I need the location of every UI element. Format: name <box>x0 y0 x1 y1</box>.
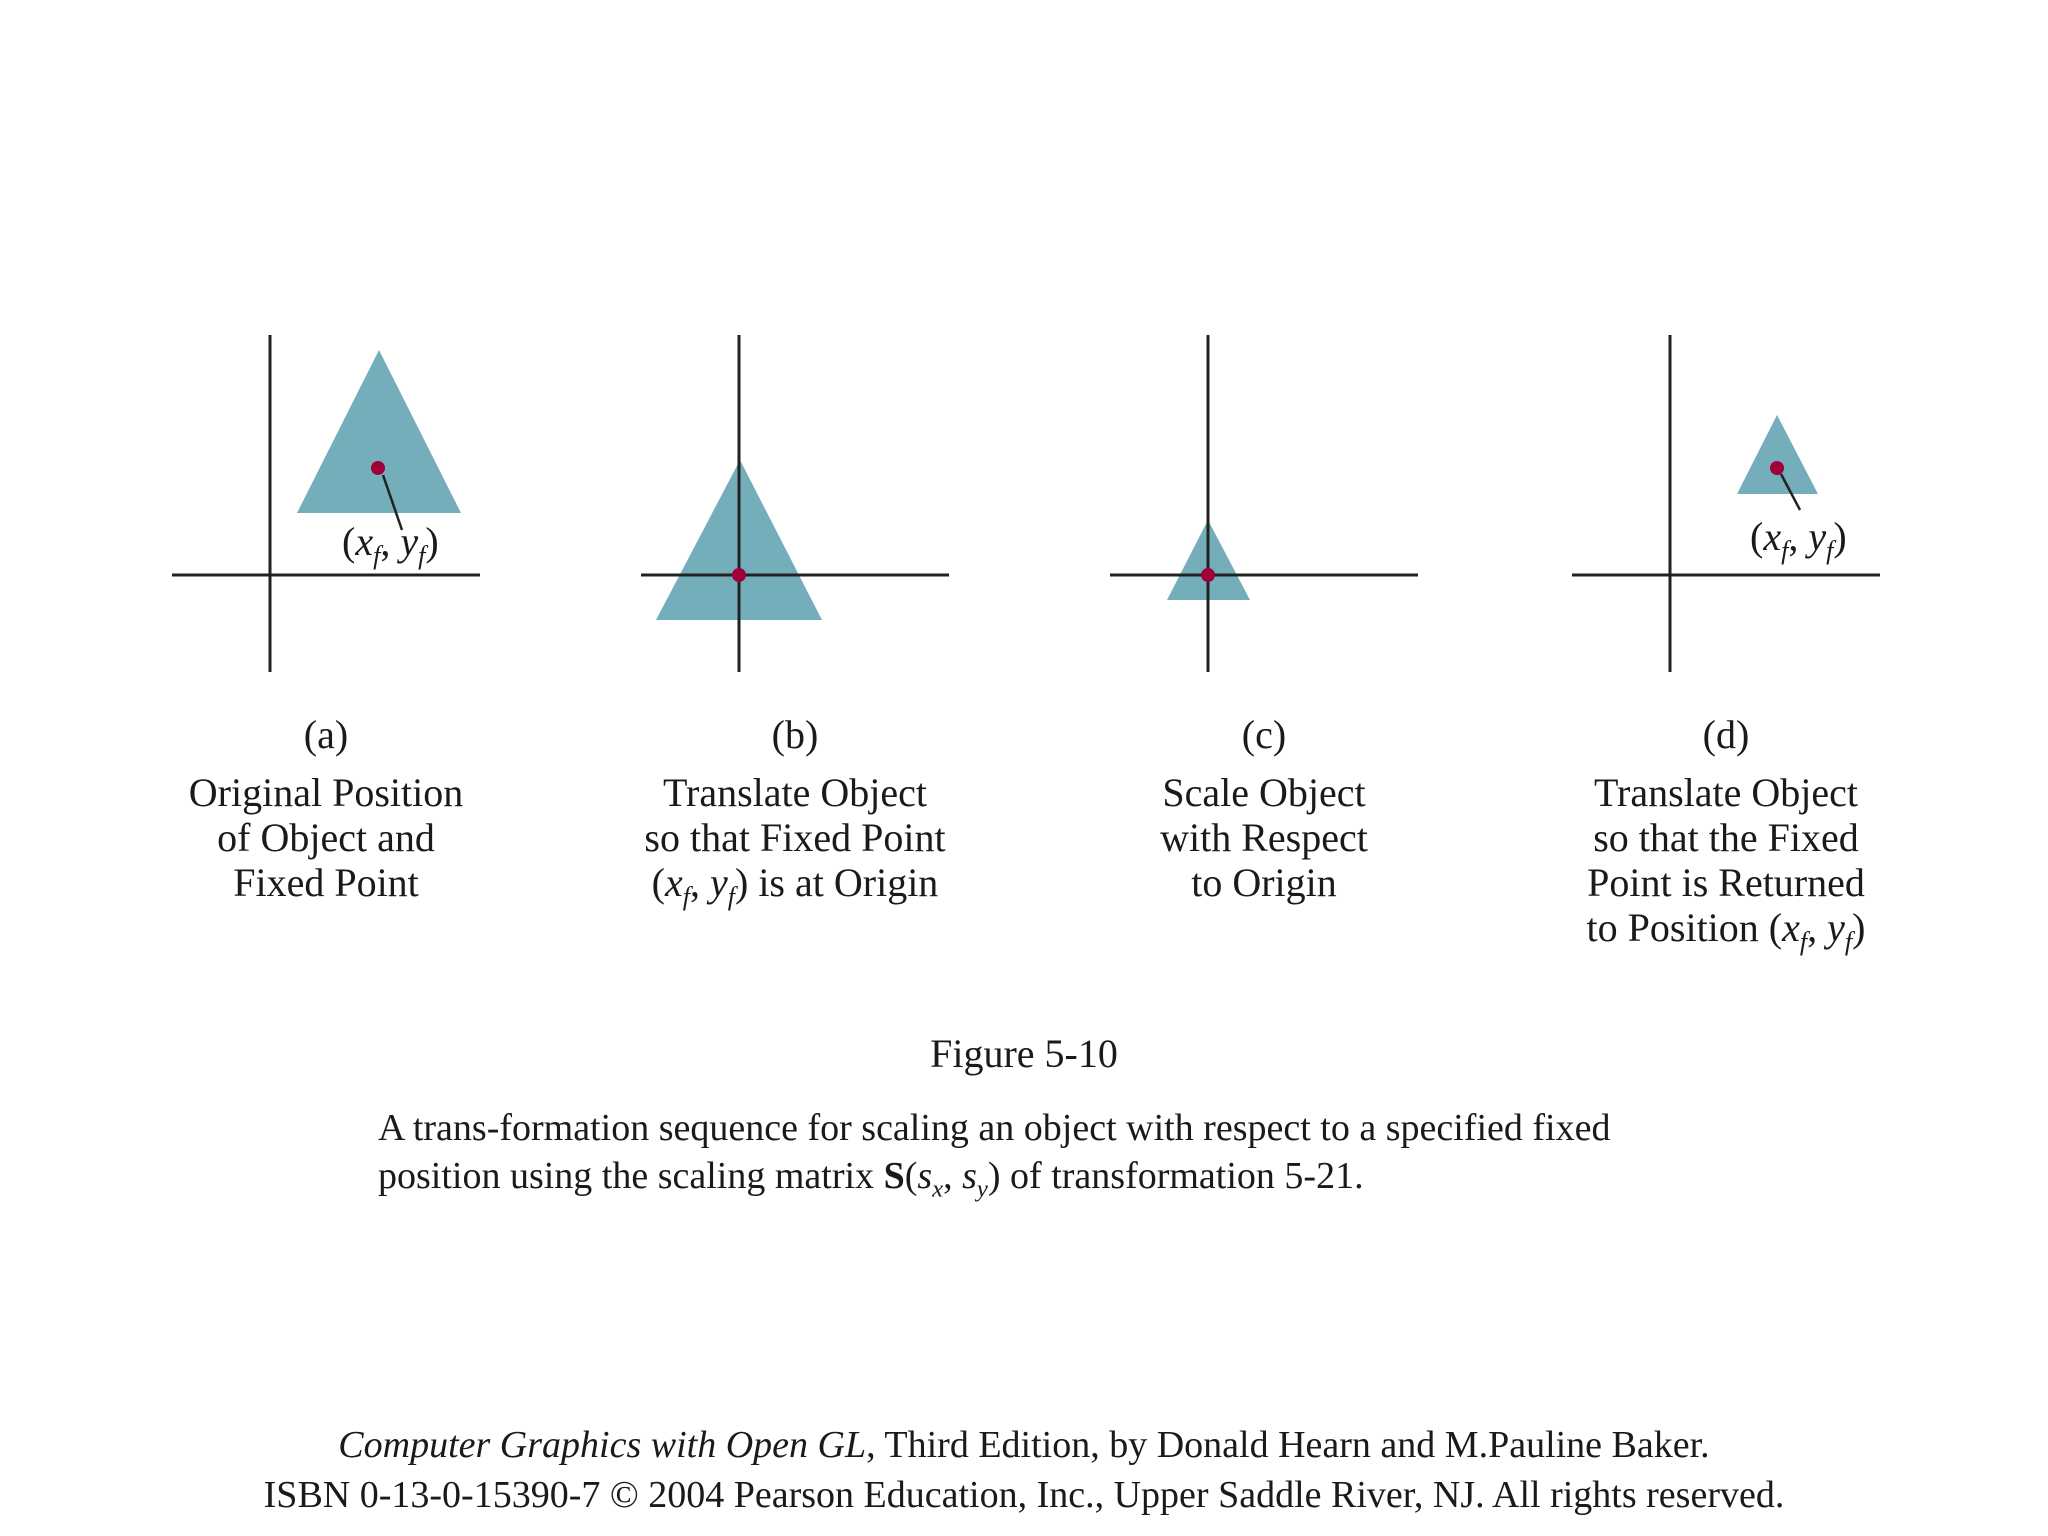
panel-d-caption-line: Translate Object <box>1593 770 1859 815</box>
credit-line-2: ISBN 0-13-0-15390-7 © 2004 Pearson Education, Inc., Upper Saddle River, NJ. All rights reserved. <box>263 1474 1785 1516</box>
panel-b-caption <box>585 770 1005 919</box>
credit-line-1-rest: , Third Edition, by Donald Hearn and M.Pauline Baker. <box>866 1424 1710 1466</box>
figure-title: Figure 5-10 <box>930 1031 1118 1076</box>
panel-d-diagram <box>1572 335 1880 672</box>
panel-c-label: (c) <box>1241 712 1287 757</box>
panel-a-caption <box>116 770 536 905</box>
panel-d-caption-line: Point is Returned <box>1587 860 1865 905</box>
panel-a-coord-text: ($x_f$, $y_f$) <box>342 519 439 571</box>
panel-c-diagram <box>1110 335 1418 672</box>
panel-a-label: (a) <box>303 712 349 757</box>
panel-d-label: (d) <box>1702 712 1750 757</box>
panel-d-caption-line-formula: to Position ($x_f$, $y_f$) <box>1586 905 1866 957</box>
panel-b-diagram <box>641 335 949 672</box>
figure-description-line-2: position using the scaling matrix $S(s_x$, $s_y$) of transformation 5-21. <box>378 1155 1364 1203</box>
panel-d-caption-line: so that the Fixed <box>1593 815 1859 860</box>
panel-b-label: (b) <box>771 712 819 757</box>
book-title: Computer Graphics with Open GL <box>338 1424 867 1466</box>
panel-c-caption-line: with Respect <box>1160 815 1368 860</box>
panel-b-fixed-point <box>732 568 746 582</box>
panel-a-fixed-point <box>371 461 385 475</box>
panel-a-fixed-point-label <box>342 518 439 571</box>
panel-b-caption-line: Translate Object <box>662 770 928 815</box>
panel-a-caption-line: Original Position <box>188 770 464 815</box>
panel-a-triangle <box>297 350 461 513</box>
figure-description <box>378 1104 1798 1214</box>
panel-c-caption-line: Scale Object <box>1162 770 1366 815</box>
panel-a-diagram <box>172 335 480 672</box>
panel-b-caption-line: so that Fixed Point <box>644 815 946 860</box>
panel-c-caption-line: to Origin <box>1191 860 1337 905</box>
panel-a-caption-line: Fixed Point <box>233 860 419 905</box>
panel-c-caption <box>1054 770 1474 905</box>
panel-d-fixed-point <box>1770 461 1784 475</box>
panel-a-caption-line: of Object and <box>217 815 435 860</box>
panel-d-fixed-point-label <box>1750 513 1847 566</box>
book-credit <box>0 1420 2048 1520</box>
panel-d-caption <box>1516 770 1936 964</box>
panel-d-triangle <box>1737 415 1818 494</box>
panel-b-caption-line-formula: ($x_f$, $y_f$) is at Origin <box>651 860 939 912</box>
figure-description-line-1: A trans-formation sequence for scaling an object with respect to a specified fixed <box>378 1107 1611 1149</box>
panel-d-coord-text: ($x_f$, $y_f$) <box>1750 514 1847 566</box>
credit-line-1 <box>0 1420 2048 1470</box>
panel-c-fixed-point <box>1201 568 1215 582</box>
